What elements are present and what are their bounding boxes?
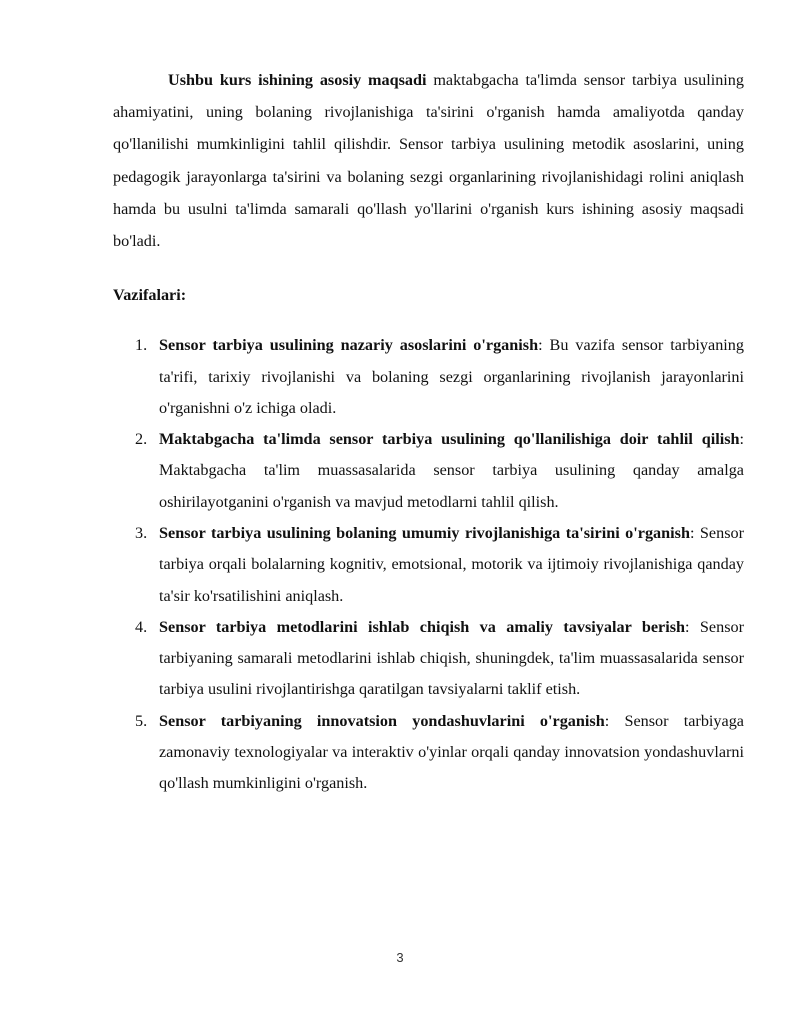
task-number: 4. [135, 617, 148, 636]
task-text: : Bu vazifa sensor tarbiyaning ta'rifi, tarixiy rivojlanishi va bolaning sezgi organlarining rivojlanish jarayonlarini o'rganishni o'z ichiga oladi. [159, 336, 744, 417]
task-item [113, 612, 744, 706]
task-text: : Sensor tarbiya orqali bolalarning kognitiv, emotsional, motorik va ijtimoiy rivojlanishiga qanday ta'sir ko'rsatilishini aniqlash. [159, 524, 744, 605]
task-item [113, 330, 744, 424]
page-content [113, 64, 744, 800]
task-item [113, 518, 744, 612]
tasks-list [113, 330, 744, 799]
task-title: Sensor tarbiya metodlarini ishlab chiqish va amaliy tavsiyalar berish [159, 617, 686, 636]
intro-text: maktabgacha ta'limda sensor tarbiya usulining ahamiyatini, uning bolaning rivojlanishiga ta'sirini o'rganish hamda amaliyotda qanday qo'llanilishi mumkinligini tahlil qilishdir. Sensor tarbiya usulining metodik asoslarini, uning pedagogik jarayonlarga ta'sirini va bolaning sezgi organlarining rivojlanishidagi rolini aniqlash hamda bu usulni ta'limda samarali qo'llash yo'llarini o'rganish kurs ishining asosiy maqsadi bo'ladi. [113, 71, 744, 251]
intro-paragraph [113, 64, 744, 257]
tasks-heading: Vazifalari: [113, 286, 187, 305]
page-number: 3 [396, 950, 404, 965]
task-item [113, 706, 744, 800]
task-text: : Sensor tarbiyaga zamonaviy texnologiyalar va interaktiv o'yinlar orqali qanday innovatsion yondashuvlarni qo'llash mumkinligini o'rganish. [159, 711, 744, 793]
task-text: : Sensor tarbiyaning samarali metodlarini ishlab chiqish, shuningdek, ta'lim muassasalarida sensor tarbiya usulini rivojlantirishga qaratilgan tavsiyalarni taklif etish. [159, 617, 744, 699]
task-title: Maktabgacha ta'limda sensor tarbiya usulining qo'llanilishiga doir tahlil qilish [159, 430, 740, 449]
task-text: : Maktabgacha ta'lim muassasalarida sensor tarbiya usulining qanday amalga oshirilayotganini o'rganish va mavjud metodlarni tahlil qilish. [159, 430, 744, 511]
intro-bold-lead: Ushbu kurs ishining asosiy maqsadi [168, 71, 427, 89]
task-item [113, 424, 744, 518]
task-number: 1. [135, 336, 148, 355]
task-title: Sensor tarbiya usulining bolaning umumiy rivojlanishiga ta'sirini o'rganish [159, 524, 690, 542]
task-number: 5. [135, 711, 148, 730]
task-title: Sensor tarbiya usulining nazariy asoslarini o'rganish [159, 336, 539, 355]
task-title: Sensor tarbiyaning innovatsion yondashuvlarini o'rganish [159, 711, 605, 730]
task-number: 3. [135, 524, 148, 542]
task-number: 2. [135, 430, 148, 449]
